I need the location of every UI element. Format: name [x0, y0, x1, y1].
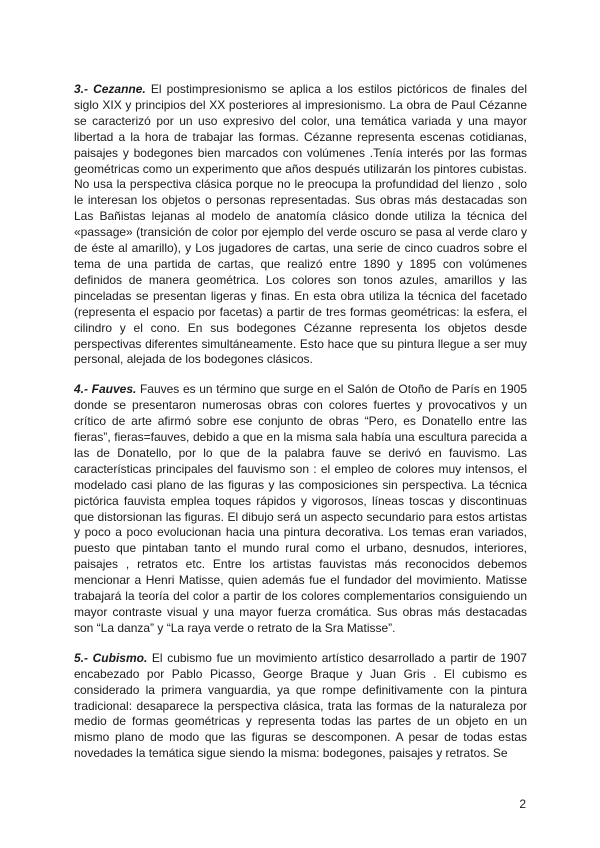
section-cezanne: [74, 82, 527, 368]
section-heading: 5.- Cubismo.: [74, 650, 148, 665]
section-heading: 4.- Fauves.: [74, 382, 137, 397]
section-fauves: [74, 382, 527, 637]
section-cubismo: [74, 651, 527, 762]
page-number: 2: [519, 797, 526, 811]
section-body: Fauves es un término que surge en el Salón de Otoño de París en 1905 donde se presentaron numerosas obras con colores fuertes y provocativos y un crítico de arte afirmó sobre ese conjunto de obras “Pero, es Donatello entre las fieras”, fieras=fauves, debido a que en la misma sala había una escultura parecida a las de Donatello, por lo que de la palabra fauve se derivó en fauvismo. Las características principales del fauvismo son : el empleo de colores muy intensos, el modelado casi plano de las figuras y las composiciones sin perspectiva. La técnica pictórica fauvista emplea toques rápidos y vigorosos, líneas toscas y discontinuas que distorsionan las figuras. El dibujo será un aspecto secundario para estos artistas y poco a poco evolucionan hacia una pintura decorativa. Los temas eran variados, puesto que pintaban tanto el mundo rural como el urbano, desnudos, interiores, paisajes , retratos etc. Entre los artistas fauvistas más reconocidos debemos mencionar a Henri Matisse, quien además fue el fundador del movimiento. Matisse trabajará la teoría del color a partir de los colores complementarios consiguiendo un mayor contraste visual y una mayor fuerza cromática. Sus obras más destacadas son “La danza” y “La raya verde o retrato de la Sra Matisse”.: [74, 382, 528, 635]
section-body: El cubismo fue un movimiento artístico desarrollado a partir de 1907 encabezado por Pablo Picasso, George Braque y Juan Gris . El cubismo es considerado la primera vanguardia, ya que rompe definitivamente con la pintura tradicional: desaparece la perspectiva clásica, trata las formas de la naturaleza por medio de formas geométricas y representa todas las partes de un objeto en un mismo plano de modo que las figuras se descomponen. A pesar de todas estas novedades la temática sigue siendo la misma: bodegones, paisajes y retratos. Se: [74, 650, 527, 761]
section-heading: 3.- Cezanne.: [74, 82, 146, 96]
document-page: [74, 82, 527, 776]
section-body: El postimpresionismo se aplica a los estilos pictóricos de finales del siglo XIX y principios del XX posteriores al impresionismo. La obra de Paul Cézanne se caracterizó por un uso expresivo del color, una temática variada y una mayor libertad a la hora de trabajar las formas. Cézanne representa escenas cotidianas, paisajes y bodegones bien marcados con volúmenes .Tenía interés por las formas geométricas como un experimento que años después utilizarán los pintores cubistas. No usa la perspectiva clásica porque no le preocupa la profundidad del lienzo , solo le interesan los objetos o personas representadas. Sus obras más destacadas son Las Bañistas lejanas al modelo de anatomía clásico donde utiliza la técnica del «passage» (transición de color por ejemplo del verde oscuro se pasa al verde claro y de éste al amarillo), y Los jugadores de cartas, una serie de cinco cuadros sobre el tema de una partida de cartas, que realizó entre 1890 y 1895 con volúmenes definidos de manera geométrica. Los colores son tonos azules, amarillos y las pinceladas se presentan ligeras y finas. En esta obra utiliza la técnica del facetado (representa el espacio por facetas) a partir de tres formas geométricas: la esfera, el cilindro y el cono. En sus bodegones Cézanne representa los objetos desde perspectivas diferentes simultáneamente. Esto hace que su pintura llegue a ser muy personal, alejada de los bodegones clásicos.: [74, 82, 527, 367]
